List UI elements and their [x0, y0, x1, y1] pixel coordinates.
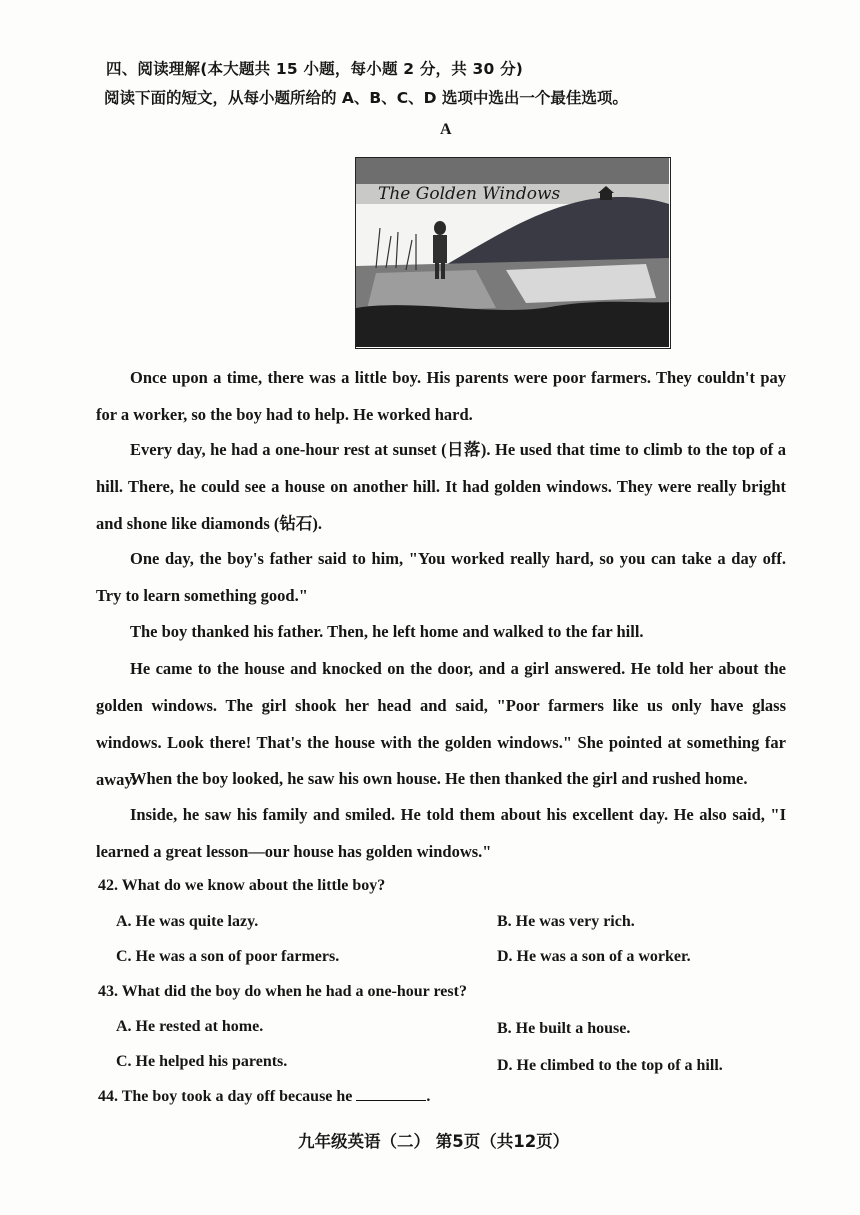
question-44 — [98, 1088, 430, 1106]
answer-blank — [356, 1099, 426, 1101]
paragraph-7: Inside, he saw his family and smiled. He told them about his excellent day. He also said, "I learned a great lesson—our house has golden windows." — [96, 805, 786, 861]
paragraph-5: He came to the house and knocked on the door, and a girl answered. He told her about the golden windows. The girl shook her head and said, "Poor farmers like us only have glass windows. Look there! That's the house with the golden windows." She pointed at something far away. — [96, 659, 786, 789]
paragraph-2: Every day, he had a one-hour rest at sunset (日落). He used that time to climb to the top of a hill. There, he could see a house on another hill. It had golden windows. They were really bright and shone like diamonds (钻石). — [96, 440, 786, 533]
story-illustration — [355, 157, 671, 349]
question-44-stem: 44. The boy took a day off because he — [98, 1088, 353, 1105]
option-42c: C. He was a son of poor farmers. — [116, 948, 340, 965]
option-42a: A. He was quite lazy. — [116, 913, 259, 930]
option-42b: B. He was very rich. — [497, 913, 635, 930]
page-footer: 九年级英语（二） 第5页（共12页） — [298, 1132, 570, 1151]
option-43a: A. He rested at home. — [116, 1018, 264, 1035]
option-43c: C. He helped his parents. — [116, 1053, 288, 1070]
illustration-title: The Golden Windows — [378, 184, 561, 204]
option-43d: D. He climbed to the top of a hill. — [497, 1057, 723, 1074]
passage-label: A — [440, 121, 452, 138]
section-instructions: 阅读下面的短文，从每小题所给的 A、B、C、D 选项中选出一个最佳选项。 — [104, 89, 628, 107]
paragraph-3: One day, the boy's father said to him, "You worked really hard, so you can take a day off. Try to learn something good." — [96, 549, 786, 605]
question-42: 42. What do we know about the little boy? — [98, 877, 386, 894]
paragraph-4: The boy thanked his father. Then, he left home and walked to the far hill. — [130, 622, 644, 641]
paragraph-6: When the boy looked, he saw his own house. He then thanked the girl and rushed home. — [130, 769, 748, 788]
question-43: 43. What did the boy do when he had a one-hour rest? — [98, 983, 467, 1000]
section-title: 四、阅读理解(本大题共 15 小题，每小题 2 分，共 30 分) — [106, 60, 524, 78]
paragraph-1: Once upon a time, there was a little boy. His parents were poor farmers. They couldn't pay for a worker, so the boy had to help. He worked hard. — [96, 368, 786, 424]
option-43b: B. He built a house. — [497, 1020, 631, 1037]
question-44-period: . — [426, 1088, 431, 1105]
option-42d: D. He was a son of a worker. — [497, 948, 691, 965]
